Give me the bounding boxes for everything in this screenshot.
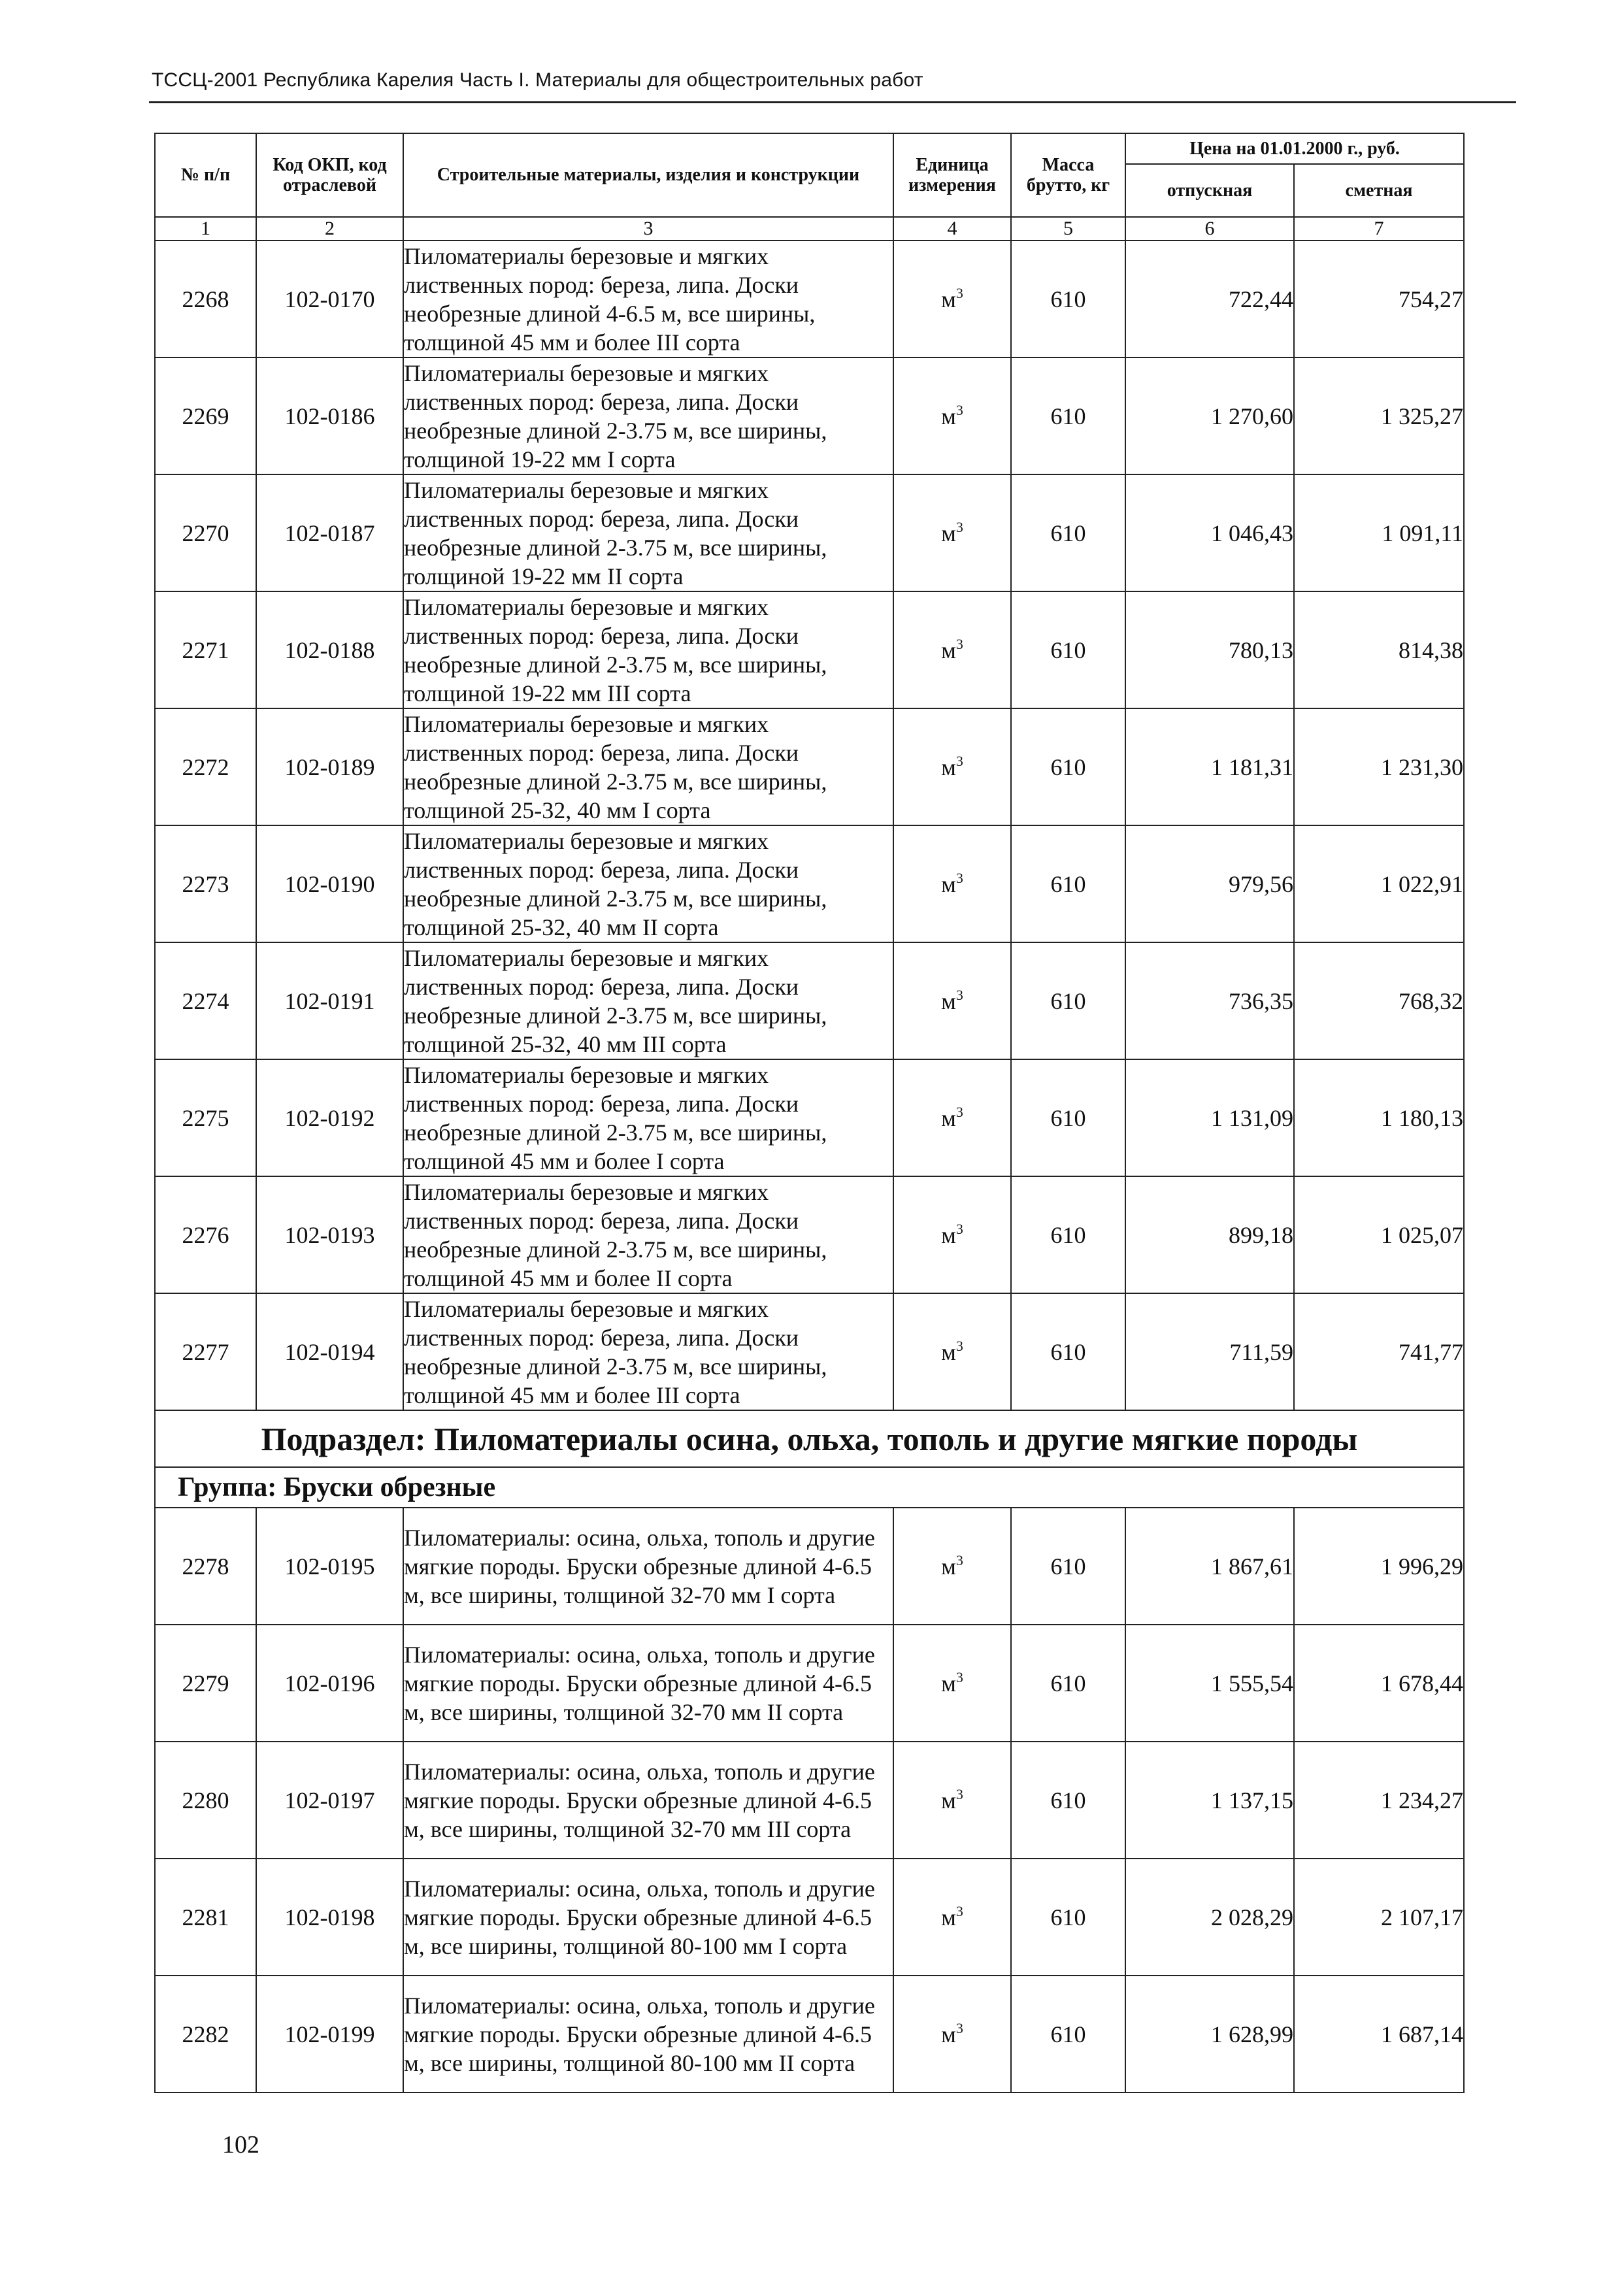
material-description: Пиломатериалы березовые и мягких лиственных пород: береза, липа. Доски необрезные длиной 2-3.75 м, все ширины, толщиной 19-22 мм II сорта: [403, 474, 893, 591]
unit-value: м: [941, 1670, 956, 1696]
unit-value: м: [941, 870, 956, 897]
unit-cell: [893, 1508, 1011, 1625]
row-number: 2274: [155, 942, 256, 1059]
okp-code: 102-0186: [256, 357, 403, 474]
material-description: Пиломатериалы березовые и мягких лиственных пород: береза, липа. Доски необрезные длиной 2-3.75 м, все ширины, толщиной 19-22 мм III сорта: [403, 591, 893, 708]
price-release: 1 270,60: [1125, 357, 1294, 474]
gross-mass: 610: [1011, 357, 1125, 474]
page-header-title: ТССЦ-2001 Республика Карелия Часть I. Материалы для общестроительных работ: [152, 69, 923, 91]
material-description: Пиломатериалы березовые и мягких лиственных пород: береза, липа. Доски необрезные длиной 2-3.75 м, все ширины, толщиной 25-32, 40 мм III сорта: [403, 942, 893, 1059]
unit-cell: [893, 1293, 1011, 1410]
price-release: 722,44: [1125, 240, 1294, 357]
table-row: [155, 1742, 1464, 1859]
okp-code: 102-0190: [256, 825, 403, 942]
unit-exponent: 3: [955, 986, 963, 1003]
unit-value: м: [941, 1104, 956, 1131]
row-number: 2276: [155, 1176, 256, 1293]
header-code: Код ОКП, код отраслевой: [256, 133, 403, 217]
header-price-group: Цена на 01.01.2000 г., руб.: [1125, 133, 1464, 164]
unit-exponent: 3: [955, 518, 963, 535]
table-row: [155, 1976, 1464, 2093]
unit-cell: [893, 240, 1011, 357]
table-row: [155, 357, 1464, 474]
price-estimate: 1 025,07: [1294, 1176, 1464, 1293]
row-number: 2269: [155, 357, 256, 474]
unit-cell: [893, 942, 1011, 1059]
unit-exponent: 3: [955, 869, 963, 886]
price-release: 1 131,09: [1125, 1059, 1294, 1176]
gross-mass: 610: [1011, 1625, 1125, 1742]
material-description: Пиломатериалы березовые и мягких лиственных пород: береза, липа. Доски необрезные длиной 4-6.5 м, все ширины, толщиной 45 мм и более III сорта: [403, 240, 893, 357]
table-row: [155, 1059, 1464, 1176]
table-row: [155, 1859, 1464, 1976]
header-num: № п/п: [155, 133, 256, 217]
row-number: 2279: [155, 1625, 256, 1742]
price-estimate: 1 996,29: [1294, 1508, 1464, 1625]
gross-mass: 610: [1011, 1976, 1125, 2093]
material-description: Пиломатериалы березовые и мягких лиственных пород: береза, липа. Доски необрезные длиной 2-3.75 м, все ширины, толщиной 45 мм и более III сорта: [403, 1293, 893, 1410]
material-description: Пиломатериалы: осина, ольха, тополь и другие мягкие породы. Бруски обрезные длиной 4-6.5 м, все ширины, толщиной 32-70 мм I сорта: [403, 1508, 893, 1625]
table-row: [155, 1625, 1464, 1742]
gross-mass: 610: [1011, 474, 1125, 591]
page-number: 102: [222, 2131, 259, 2159]
unit-value: м: [941, 987, 956, 1014]
price-release: 736,35: [1125, 942, 1294, 1059]
row-number: 2270: [155, 474, 256, 591]
unit-value: м: [941, 1787, 956, 1813]
price-estimate: 768,32: [1294, 942, 1464, 1059]
gross-mass: 610: [1011, 240, 1125, 357]
unit-value: м: [941, 286, 956, 312]
price-release: 1 181,31: [1125, 708, 1294, 825]
gross-mass: 610: [1011, 1059, 1125, 1176]
unit-exponent: 3: [955, 1220, 963, 1237]
okp-code: 102-0197: [256, 1742, 403, 1859]
price-estimate: 814,38: [1294, 591, 1464, 708]
okp-code: 102-0198: [256, 1859, 403, 1976]
price-estimate: 1 234,27: [1294, 1742, 1464, 1859]
material-description: Пиломатериалы: осина, ольха, тополь и другие мягкие породы. Бруски обрезные длиной 4-6.5 м, все ширины, толщиной 80-100 мм I сорта: [403, 1859, 893, 1976]
gross-mass: 610: [1011, 1742, 1125, 1859]
material-description: Пиломатериалы березовые и мягких лиственных пород: береза, липа. Доски необрезные длиной 2-3.75 м, все ширины, толщиной 45 мм и более I сорта: [403, 1059, 893, 1176]
materials-table: [154, 133, 1465, 2093]
unit-value: м: [941, 637, 956, 663]
price-estimate: 1 022,91: [1294, 825, 1464, 942]
header-mass: Масса брутто, кг: [1011, 133, 1125, 217]
header-rule: [149, 101, 1516, 103]
gross-mass: 610: [1011, 942, 1125, 1059]
row-number: 2268: [155, 240, 256, 357]
unit-exponent: 3: [955, 1785, 963, 1802]
material-description: Пиломатериалы березовые и мягких лиственных пород: береза, липа. Доски необрезные длиной 2-3.75 м, все ширины, толщиной 25-32, 40 мм II сорта: [403, 825, 893, 942]
unit-cell: [893, 825, 1011, 942]
column-number: 6: [1125, 217, 1294, 240]
header-price-release: отпускная: [1125, 164, 1294, 217]
column-number: 2: [256, 217, 403, 240]
okp-code: 102-0195: [256, 1508, 403, 1625]
unit-exponent: 3: [955, 752, 963, 769]
header-material: Строительные материалы, изделия и конструкции: [403, 133, 893, 217]
table-row: [155, 1508, 1464, 1625]
material-description: Пиломатериалы березовые и мягких лиственных пород: береза, липа. Доски необрезные длиной 2-3.75 м, все ширины, толщиной 45 мм и более II сорта: [403, 1176, 893, 1293]
gross-mass: 610: [1011, 708, 1125, 825]
unit-cell: [893, 1976, 1011, 2093]
gross-mass: 610: [1011, 1508, 1125, 1625]
unit-cell: [893, 708, 1011, 825]
column-number: 3: [403, 217, 893, 240]
row-number: 2282: [155, 1976, 256, 2093]
subsection-heading: Подраздел: Пиломатериалы осина, ольха, тополь и другие мягкие породы: [155, 1410, 1464, 1467]
price-release: 1 046,43: [1125, 474, 1294, 591]
table-row: [155, 474, 1464, 591]
table-row: [155, 1293, 1464, 1410]
row-number: 2280: [155, 1742, 256, 1859]
row-number: 2281: [155, 1859, 256, 1976]
price-estimate: 1 678,44: [1294, 1625, 1464, 1742]
unit-cell: [893, 1742, 1011, 1859]
price-release: 2 028,29: [1125, 1859, 1294, 1976]
header-price-estimate: сметная: [1294, 164, 1464, 217]
price-estimate: 754,27: [1294, 240, 1464, 357]
okp-code: 102-0187: [256, 474, 403, 591]
unit-cell: [893, 357, 1011, 474]
unit-exponent: 3: [955, 401, 963, 418]
price-estimate: 1 180,13: [1294, 1059, 1464, 1176]
okp-code: 102-0188: [256, 591, 403, 708]
unit-exponent: 3: [955, 284, 963, 301]
unit-cell: [893, 591, 1011, 708]
unit-cell: [893, 1176, 1011, 1293]
okp-code: 102-0194: [256, 1293, 403, 1410]
row-number: 2271: [155, 591, 256, 708]
table-row: [155, 1176, 1464, 1293]
price-estimate: 1 687,14: [1294, 1976, 1464, 2093]
column-number: 1: [155, 217, 256, 240]
unit-exponent: 3: [955, 1337, 963, 1354]
price-release: 1 137,15: [1125, 1742, 1294, 1859]
unit-value: м: [941, 1904, 956, 1930]
unit-exponent: 3: [955, 2019, 963, 2036]
table-row: [155, 825, 1464, 942]
price-release: 899,18: [1125, 1176, 1294, 1293]
okp-code: 102-0196: [256, 1625, 403, 1742]
price-release: 979,56: [1125, 825, 1294, 942]
table-row: [155, 708, 1464, 825]
okp-code: 102-0170: [256, 240, 403, 357]
column-number: 5: [1011, 217, 1125, 240]
table-row: [155, 240, 1464, 357]
group-heading: Группа: Бруски обрезные: [155, 1467, 1464, 1508]
unit-cell: [893, 1625, 1011, 1742]
material-description: Пиломатериалы березовые и мягких лиственных пород: береза, липа. Доски необрезные длиной 2-3.75 м, все ширины, толщиной 19-22 мм I сорта: [403, 357, 893, 474]
unit-value: м: [941, 403, 956, 429]
gross-mass: 610: [1011, 1293, 1125, 1410]
material-description: Пиломатериалы: осина, ольха, тополь и другие мягкие породы. Бруски обрезные длиной 4-6.5 м, все ширины, толщиной 32-70 мм III сорта: [403, 1742, 893, 1859]
okp-code: 102-0189: [256, 708, 403, 825]
row-number: 2273: [155, 825, 256, 942]
gross-mass: 610: [1011, 825, 1125, 942]
unit-value: м: [941, 1221, 956, 1248]
okp-code: 102-0191: [256, 942, 403, 1059]
price-estimate: 741,77: [1294, 1293, 1464, 1410]
table-row: [155, 591, 1464, 708]
unit-value: м: [941, 520, 956, 546]
material-description: Пиломатериалы: осина, ольха, тополь и другие мягкие породы. Бруски обрезные длиной 4-6.5 м, все ширины, толщиной 32-70 мм II сорта: [403, 1625, 893, 1742]
table-row: [155, 942, 1464, 1059]
price-release: 711,59: [1125, 1293, 1294, 1410]
header-unit: Единица измерения: [893, 133, 1011, 217]
material-description: Пиломатериалы: осина, ольха, тополь и другие мягкие породы. Бруски обрезные длиной 4-6.5 м, все ширины, толщиной 80-100 мм II сорта: [403, 1976, 893, 2093]
table-subsection-block: [155, 1410, 1464, 1508]
gross-mass: 610: [1011, 1176, 1125, 1293]
row-number: 2277: [155, 1293, 256, 1410]
unit-cell: [893, 474, 1011, 591]
column-number: 7: [1294, 217, 1464, 240]
unit-cell: [893, 1059, 1011, 1176]
okp-code: 102-0193: [256, 1176, 403, 1293]
okp-code: 102-0199: [256, 1976, 403, 2093]
price-release: 1 555,54: [1125, 1625, 1294, 1742]
row-number: 2278: [155, 1508, 256, 1625]
price-estimate: 1 231,30: [1294, 708, 1464, 825]
unit-exponent: 3: [955, 1551, 963, 1568]
row-number: 2272: [155, 708, 256, 825]
price-release: 1 867,61: [1125, 1508, 1294, 1625]
price-estimate: 1 325,27: [1294, 357, 1464, 474]
table-body-boards: [155, 240, 1464, 1410]
gross-mass: 610: [1011, 1859, 1125, 1976]
column-number-row: [155, 217, 1464, 240]
okp-code: 102-0192: [256, 1059, 403, 1176]
price-release: 1 628,99: [1125, 1976, 1294, 2093]
column-number: 4: [893, 217, 1011, 240]
unit-exponent: 3: [955, 1103, 963, 1120]
unit-exponent: 3: [955, 1668, 963, 1685]
unit-cell: [893, 1859, 1011, 1976]
table-body-bars: [155, 1508, 1464, 2093]
gross-mass: 610: [1011, 591, 1125, 708]
price-release: 780,13: [1125, 591, 1294, 708]
unit-value: м: [941, 2021, 956, 2047]
unit-value: м: [941, 753, 956, 780]
row-number: 2275: [155, 1059, 256, 1176]
material-description: Пиломатериалы березовые и мягких лиственных пород: береза, липа. Доски необрезные длиной 2-3.75 м, все ширины, толщиной 25-32, 40 мм I сорта: [403, 708, 893, 825]
unit-exponent: 3: [955, 635, 963, 652]
price-estimate: 2 107,17: [1294, 1859, 1464, 1976]
unit-exponent: 3: [955, 1902, 963, 1919]
unit-value: м: [941, 1553, 956, 1580]
unit-value: м: [941, 1338, 956, 1365]
price-estimate: 1 091,11: [1294, 474, 1464, 591]
